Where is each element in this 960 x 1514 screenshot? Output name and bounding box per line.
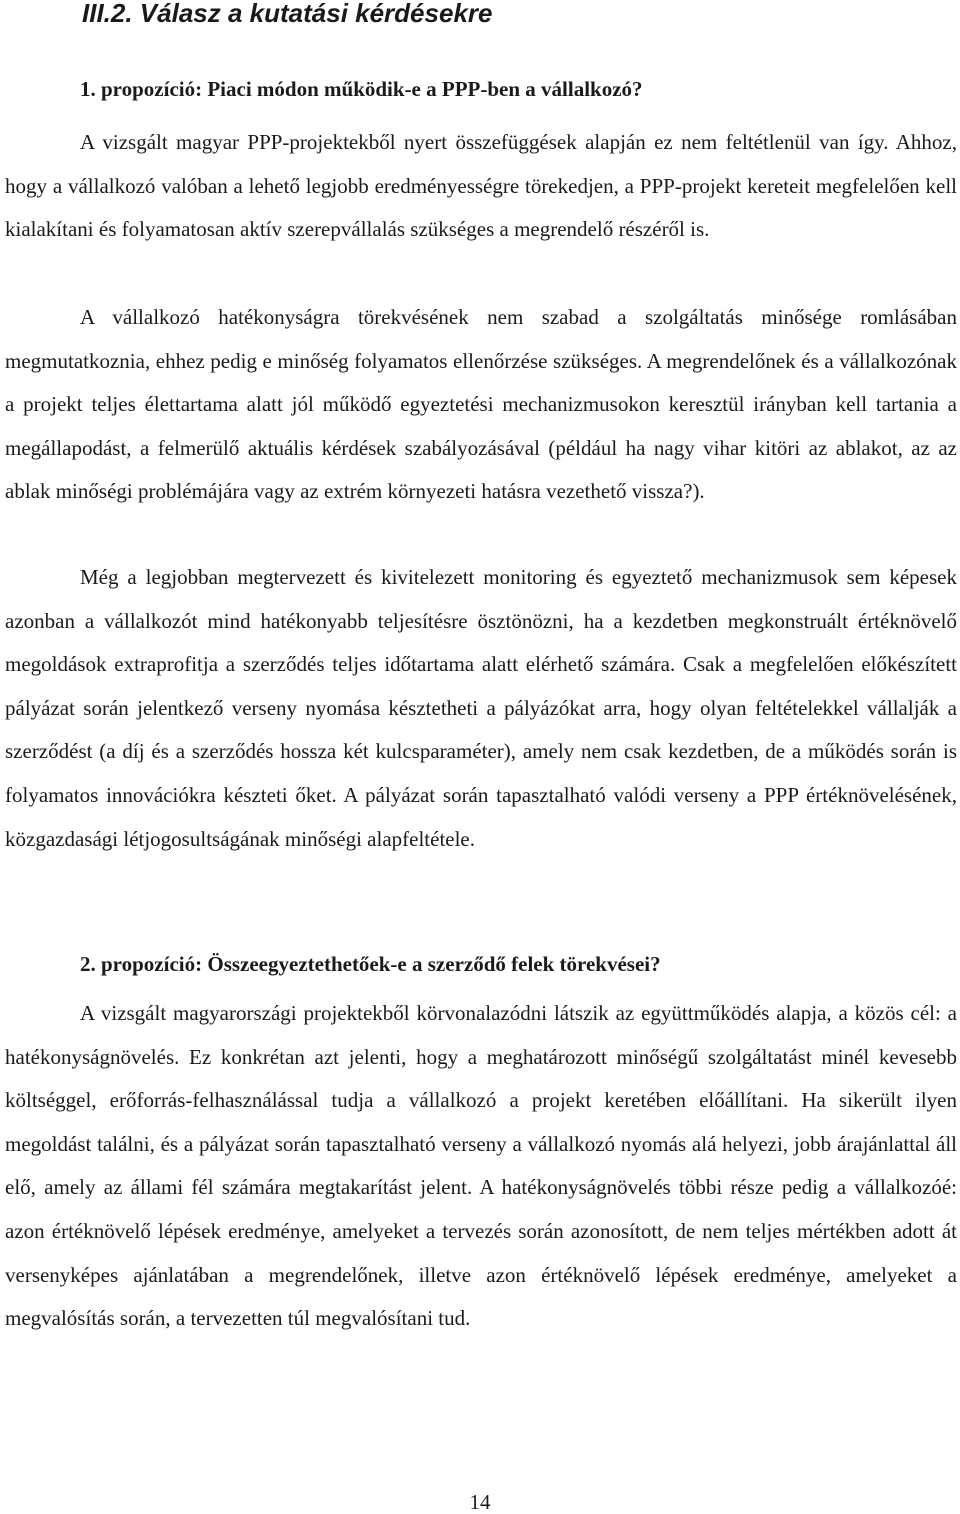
proposition-2-title: 2. propozíció: Összeegyeztethetőek-e a szerződő felek törekvései? (80, 952, 661, 976)
proposition-1-title: 1. propozíció: Piaci módon működik-e a PPP-ben a vállalkozó? (80, 77, 643, 101)
proposition-1-paragraph-2: A vállalkozó hatékonyságra törekvésének nem szabad a szolgáltatás minősége romlásában megmutatkoznia, ehhez pedig e minőség folyamatos ellenőrzése szükséges. A megrendelőnek és a vállalkozónak a projekt teljes élettartama alatt jól működő egyeztetési mechanizmusokon keresztül irányban kell tartania a megállapodást, a felmerülő aktuális kérdések szabályozásával (például ha nagy vihar kitöri az ablakot, az az ablak minőségi problémájára vagy az extrém környezeti hatásra vezethető vissza?). (5, 305, 957, 504)
section-heading: III.2. Válasz a kutatási kérdésekre (82, 0, 493, 28)
proposition-1-paragraph-1: A vizsgált magyar PPP-projektekből nyert összefüggések alapján ez nem feltétlenül van így. Ahhoz, hogy a vállalkozó valóban a lehető legjobb eredményességre törekedjen, a PPP-projekt kereteit megfelelően kell kialakítani és folyamatosan aktív szerepvállalás szükséges a megrendelő részéről is. (5, 130, 957, 242)
page-number: 14 (469, 1490, 491, 1514)
proposition-2-paragraph-1: A vizsgált magyarországi projektekből körvonalazódni látszik az együttműködés alapja, a közös cél: a hatékonyságnövelés. Ez konkrétan azt jelenti, hogy a meghatározott minőségű szolgáltatást minél kevesebb költséggel, erőforrás-felhasználással tudja a vállalkozó a projekt keretében előállítani. Ha sikerült ilyen megoldást találni, és a pályázat során tapasztalható verseny a vállalkozó nyomás alá helyezi, jobb árajánlattal áll elő, amely az állami fél számára megtakarítást jelent. A hatékonyságnövelés többi része pedig a vállalkozóé: azon értéknövelő lépések eredménye, amelyeket a tervezés során azonosított, de nem teljes mértékben adott át versenyképes ajánlatában a megrendelőnek, illetve azon értéknövelő lépések eredménye, amelyeket a megvalósítás során, a tervezetten túl megvalósítani tud. (5, 1001, 957, 1331)
proposition-1-paragraph-3: Még a legjobban megtervezett és kivitelezett monitoring és egyeztető mechanizmusok sem képesek azonban a vállalkozót mind hatékonyabb teljesítésre ösztönözni, ha a kezdetben megkonstruált értéknövelő megoldások extraprofitja a szerződés teljes időtartama alatt elérhető számára. Csak a megfelelően előkészített pályázat során jelentkező verseny nyomása késztetheti a pályázókat arra, hogy olyan feltételekkel vállalják a szerződést (a díj és a szerződés hossza két kulcsparaméter), amely nem csak kezdetben, de a működés során is folyamatos innovációkra készteti őket. A pályázat során tapasztalható valódi verseny a PPP értéknövelésének, közgazdasági létjogosultságának minőségi alapfeltétele. (5, 565, 957, 851)
